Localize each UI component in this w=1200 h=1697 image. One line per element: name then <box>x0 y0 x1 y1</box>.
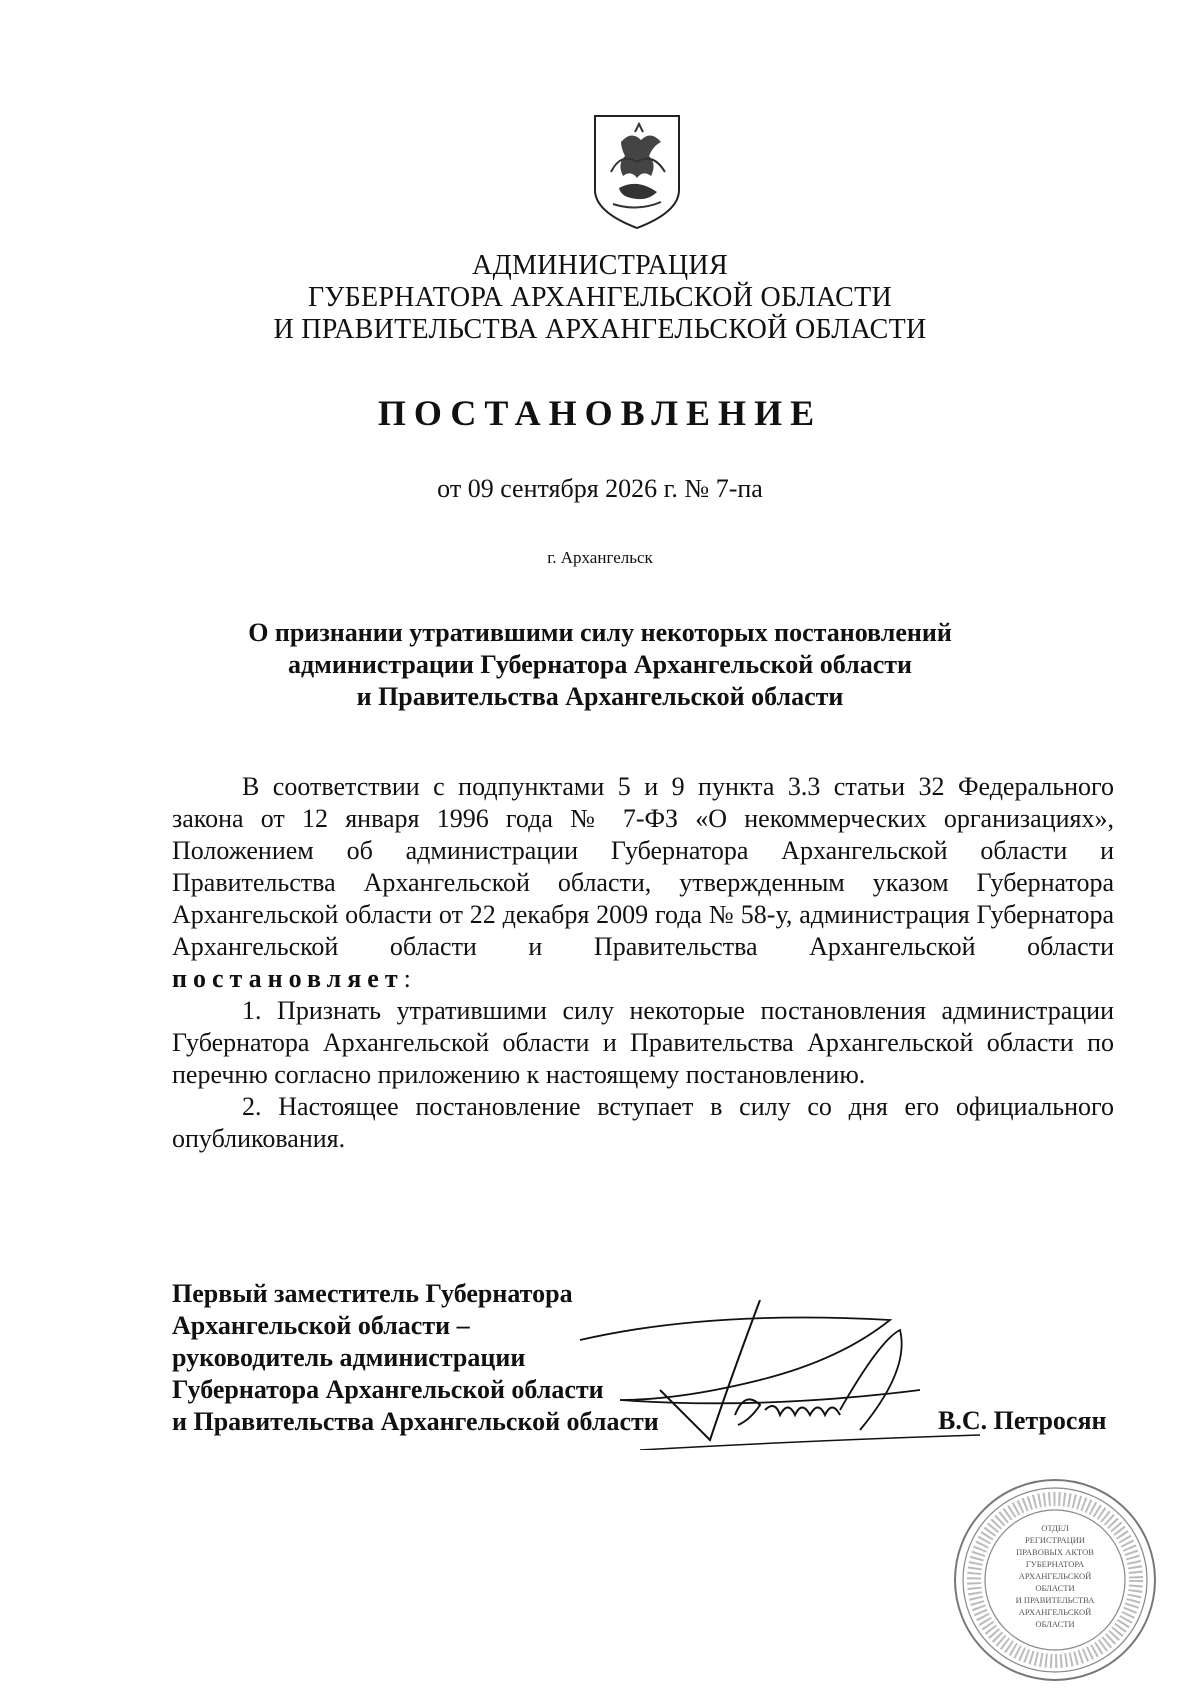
preamble-end: : <box>403 964 411 993</box>
signer-name: В.С. Петросян <box>938 1406 1107 1435</box>
org-line: АДМИНИСТРАЦИЯ <box>472 250 728 281</box>
coat-of-arms-emblem <box>591 112 683 232</box>
preamble-text: В соответствии с подпунктами 5 и 9 пункта 3.3 статьи 32 Федерального закона от 12 января 1996 года № 7-ФЗ «О некоммерческих организациях», Положением об администрации Губернатора Архангельской области и Правительства Архангельской области, утвержденным указом Губернатора Архангельской области от 22 декабря 2009 года № 58-у, администрация Губернатора Архангельской области и Правительства Архангельской области <box>172 772 1114 961</box>
preamble-paragraph <box>172 771 1114 995</box>
issuing-organization <box>0 250 1200 346</box>
seal-text-line: ОБЛАСТИ <box>1035 1619 1075 1629</box>
position-line: Архангельской области – <box>172 1311 470 1340</box>
seal-text-line: ГУБЕРНАТОРА <box>1025 1559 1085 1569</box>
document-place: г. Архангельск <box>547 548 653 567</box>
document-body <box>172 771 1114 1155</box>
title-line: администрации Губернатора Архангельской области <box>288 650 912 679</box>
seal-text-line: ОБЛАСТИ <box>1035 1583 1075 1593</box>
seal-text-line: АРХАНГЕЛЬСКОЙ <box>1018 1607 1092 1617</box>
position-line: Первый заместитель Губернатора <box>172 1279 573 1308</box>
official-seal <box>945 1475 1165 1685</box>
handwritten-signature <box>560 1300 1000 1450</box>
clause-2: 2. Настоящее постановление вступает в силу со дня его официального опубликования. <box>172 1092 1114 1153</box>
document-date-number: от 09 сентября 2026 г. № 7-па <box>437 474 763 503</box>
seal-text-line: РЕГИСТРАЦИИ <box>1024 1535 1086 1545</box>
clause-1: 1. Признать утратившими силу некоторые постановления администрации Губернатора Архангельской области и Правительства Архангельской области по перечню согласно приложению к настоящему постановлению. <box>172 996 1114 1089</box>
seal-text-line: АРХАНГЕЛЬСКОЙ <box>1018 1571 1092 1581</box>
seal-text-line: ПРАВОВЫХ АКТОВ <box>1016 1547 1094 1557</box>
document-title <box>0 617 1200 713</box>
position-line: Губернатора Архангельской области <box>172 1375 604 1404</box>
position-line: руководитель администрации <box>172 1343 526 1372</box>
seal-text-line: ОТДЕЛ <box>1041 1523 1069 1533</box>
org-line: И ПРАВИТЕЛЬСТВА АРХАНГЕЛЬСКОЙ ОБЛАСТИ <box>273 314 927 345</box>
title-line: и Правительства Архангельской области <box>356 682 844 711</box>
decree-keyword: постановляет <box>172 964 404 993</box>
document-type: ПОСТАНОВЛЕНИЕ <box>377 393 823 433</box>
title-line: О признании утратившими силу некоторых постановлений <box>248 618 952 647</box>
seal-text-line: И ПРАВИТЕЛЬСТВА <box>1015 1595 1095 1605</box>
position-line: и Правительства Архангельской области <box>172 1407 659 1436</box>
org-line: ГУБЕРНАТОРА АРХАНГЕЛЬСКОЙ ОБЛАСТИ <box>307 282 893 313</box>
